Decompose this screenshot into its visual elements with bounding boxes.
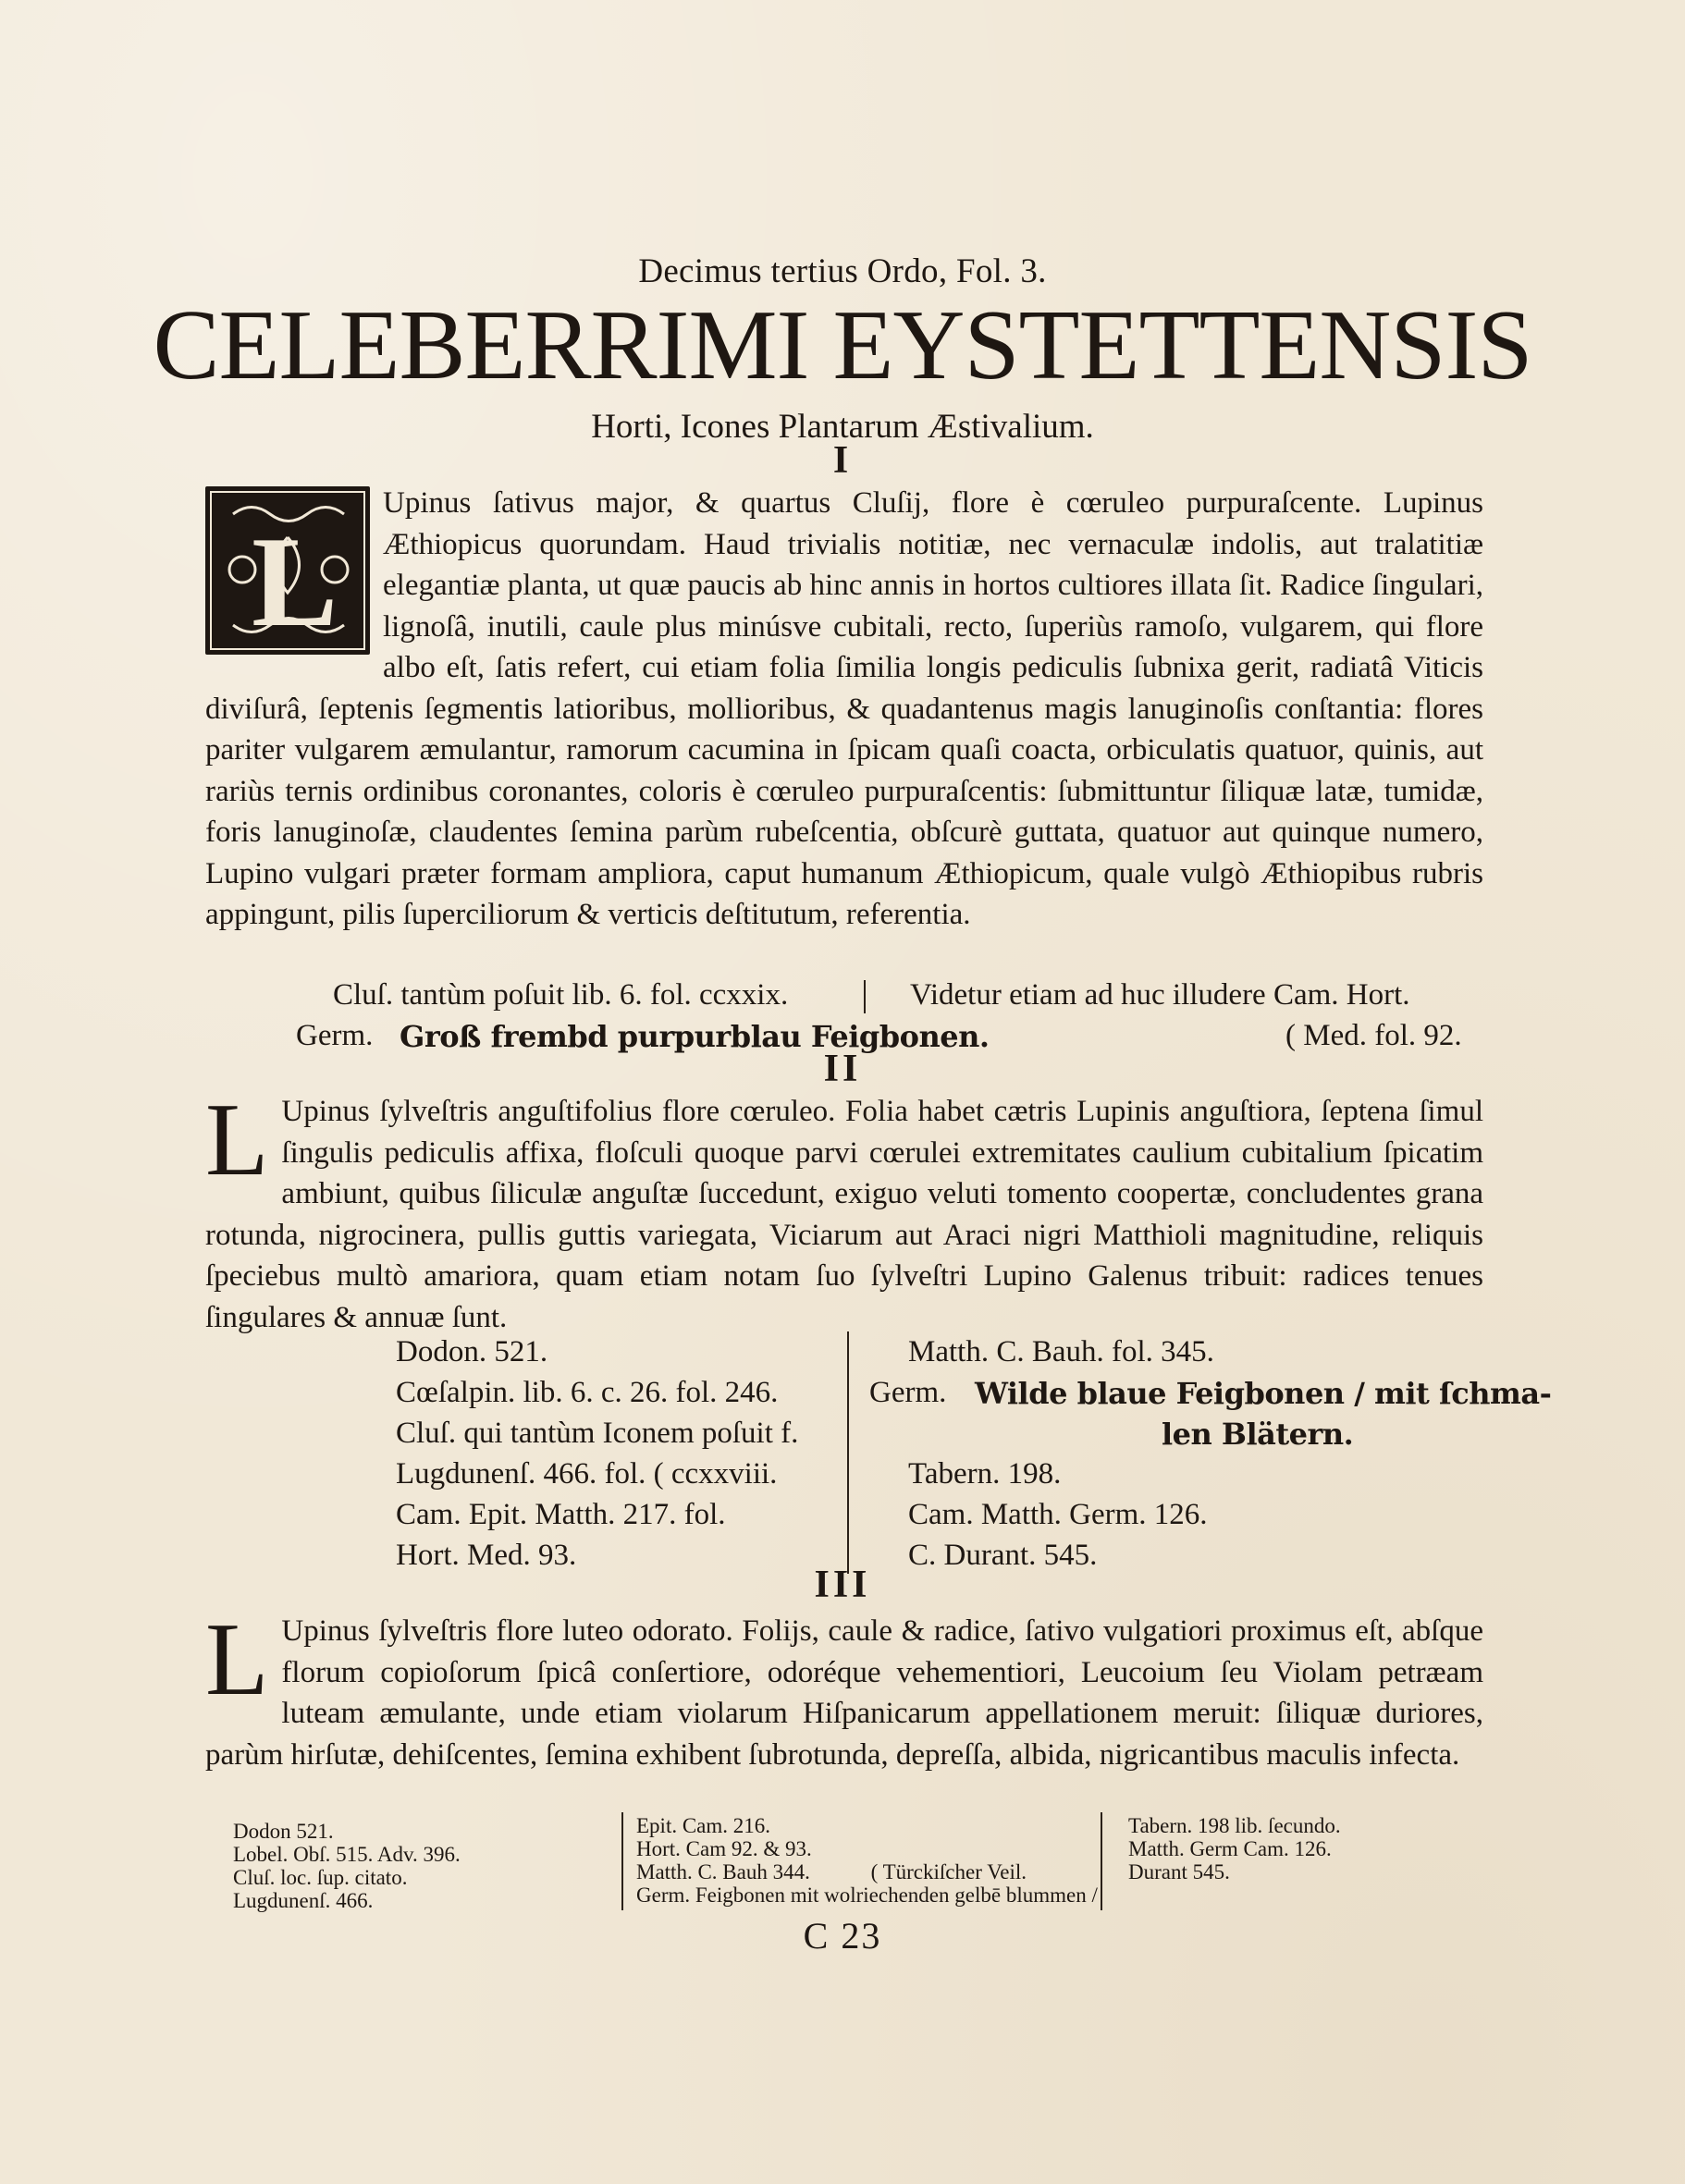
section-2-text: Upinus ſylveſtris anguſtifolius flore cœruleo. Folia habet cætris Lupinis anguſtiora, ſeptena ſimul ſingulis pediculis affixa, floſculi quoque parvi cœrulei extremitates caulium cubitalium ſpicatim ambiunt, quibus ſiliculæ anguſtæ ſuccedunt, exiguo veluti tomento coopertæ, concludentes grana rotunda, nigrocinera, pullis guttis variegata, Viciarum aut Araci nigri Matthioli magnitudine, reliquis ſpeciebus multò amariora, quam etiam notam ſuo ſylveſtri Lupino Galenus tribuit: radices tenues ſingulares & annuæ ſunt. <box>205 1095 1483 1334</box>
section-3-body <box>205 1602 1483 1775</box>
section-2-left-ref-1: Dodon. 521. <box>396 1335 548 1368</box>
section-1-ref-a: Cluſ. tantùm poſuit lib. 6. fol. ccxxix. <box>333 978 789 1012</box>
section-3-ref: Durant 545. <box>1128 1860 1230 1883</box>
page-subtitle: Horti, Icones Plantarum Æstivalium. <box>591 408 1094 446</box>
section-3-turkish-violet: ( Türckiſcher Veil. <box>870 1860 1027 1883</box>
section-numeral-1: I <box>832 439 853 482</box>
section-2-german-name-1: Wilde blaue Feigbonen / mit ſchma- <box>975 1376 1552 1411</box>
section-3-refs-col-3 <box>1128 1814 1341 1883</box>
page-title: CELEBERRIMI EYSTETTENSIS <box>153 290 1532 400</box>
ref-divider <box>864 980 866 1013</box>
section-2-right-ref-tabern: Tabern. 198. <box>908 1457 1062 1491</box>
section-3-ref: Dodon 521. <box>233 1820 334 1843</box>
section-1-body <box>205 483 1483 936</box>
section-1-text: Upinus ſativus major, & quartus Cluſij, flore è cœruleo purpuraſcente. Lupinus Æthiopicus quorundam. Haud trivialis notitiæ, nec vernaculæ indolis, aut tralatitiæ elegantiæ planta, ut quæ paucis ab hinc annis in hortos cultiores illata ſit. Radice ſingulari, lignoſâ, inutili, caule plus minúsve cubitali, recto, ſuperiùs ramoſo, vulgarem, qui flore albo eſt, ſatis refert, cui etiam folia ſimilia longis pediculis ſubnixa gerit, radiatâ Viticis diviſurâ, ſeptenis ſegmentis latioribus, mollioribus, & quadantenus magis lanuginoſis conſtantia: flores pariter vulgarem æmulantur, ramorum cacumina in ſpicam quaſi coacta, orbiculatis quatuor, quinis, aut rariùs ternis ordinibus coronantes, coloris è cœruleo purpuraſcentis: ſubmittuntur ſiliquæ latæ, tumidæ, foris lanuginoſæ, claudentes ſemina parùm rubeſcentia, obſcurè guttata, quatuor aut quinque numero, Lupino vulgari præter formam ampliora, caput humanum Æthiopicum, quale vulgò Æthiopibus rubris appingunt, pilis ſuperciliorum & verticis deſtitutum, referentia. <box>205 486 1483 931</box>
section-numeral-2: II <box>823 1048 862 1090</box>
section-2-left-ref-3: Cluſ. qui tantùm Iconem poſuit f. <box>396 1417 799 1450</box>
section-1-ref-c: Germ. <box>296 1019 374 1052</box>
section-3-ref: Germ. Feigbonen mit wolriechenden gelbē blummen / <box>636 1883 1098 1907</box>
section-3-ref: Cluſ. loc. ſup. citato. <box>233 1866 408 1889</box>
section-2-right-ref-1: Matth. C. Bauh. fol. 345. <box>908 1335 1214 1368</box>
section-3-ref: Matth. C. Bauh 344. ( Türckiſcher Veil. <box>636 1860 1027 1883</box>
section-2-left-ref-6: Hort. Med. 93. <box>396 1539 577 1572</box>
section-3-initial: L <box>205 1602 269 1717</box>
section-2-german-name-2: len Blätern. <box>1162 1417 1354 1452</box>
section-2-germ-label: Germ. <box>869 1376 947 1409</box>
signature-mark: C 23 <box>803 1915 882 1957</box>
section-3-ref: Matth. Germ Cam. 126. <box>1128 1837 1332 1860</box>
ornate-initial-icon <box>205 486 370 655</box>
section-2-body <box>205 1083 1483 1338</box>
section-2-initial: L <box>205 1083 269 1197</box>
section-2-left-ref-4: Lugdunenſ. 466. fol. ( ccxxviii. <box>396 1457 778 1491</box>
section-3-ref: Epit. Cam. 216. <box>636 1814 771 1837</box>
section-2-right-ref-cam: Cam. Matth. Germ. 126. <box>908 1498 1208 1531</box>
section-2-right-ref-durant: C. Durant. 545. <box>908 1539 1098 1572</box>
section-3-refs-col-1 <box>233 1820 461 1912</box>
section-3-refs-col-2 <box>636 1814 1098 1907</box>
section-3-divider-2 <box>1101 1812 1102 1910</box>
section-3-ref: Lobel. Obſ. 515. Adv. 396. <box>233 1843 461 1866</box>
section-2-left-ref-5: Cam. Epit. Matth. 217. fol. <box>396 1498 726 1531</box>
ornate-initial-letter: L <box>252 510 338 654</box>
section-1-ref-b: Videtur etiam ad huc illudere Cam. Hort. <box>910 978 1410 1012</box>
section-3-ref: Tabern. 198 lib. ſecundo. <box>1128 1814 1341 1837</box>
section-1-german-name: Groß frembd purpurblau Feigbonen. <box>400 1019 990 1054</box>
section-3-ref: Lugdunenſ. 466. <box>233 1889 374 1912</box>
ordo-header: Decimus tertius Ordo, Fol. 3. <box>638 252 1047 290</box>
section-3-ref: Hort. Cam 92. & 93. <box>636 1837 812 1860</box>
section-2-left-ref-2: Cœſalpin. lib. 6. c. 26. fol. 246. <box>396 1376 779 1409</box>
section-3-divider-1 <box>621 1812 623 1910</box>
section-2-column-divider <box>847 1331 849 1574</box>
section-1-ref-d: ( Med. fol. 92. <box>1285 1019 1462 1052</box>
section-numeral-3: III <box>814 1564 871 1606</box>
section-3-text: Upinus ſylveſtris flore luteo odorato. Folijs, caule & radice, ſativo vulgatiori proximus eſt, abſque florum copioſorum ſpicâ conſertiore, odoréque vehementiori, Leucoium ſeu Violam petræam luteam æmulante, unde etiam violarum Hiſpanicarum appellationem meruit: ſiliquæ duriores, parùm hirſutæ, dehiſcentes, ſemina exhibent ſubrotunda, depreſſa, albida, nigricantibus maculis infecta. <box>205 1614 1483 1772</box>
